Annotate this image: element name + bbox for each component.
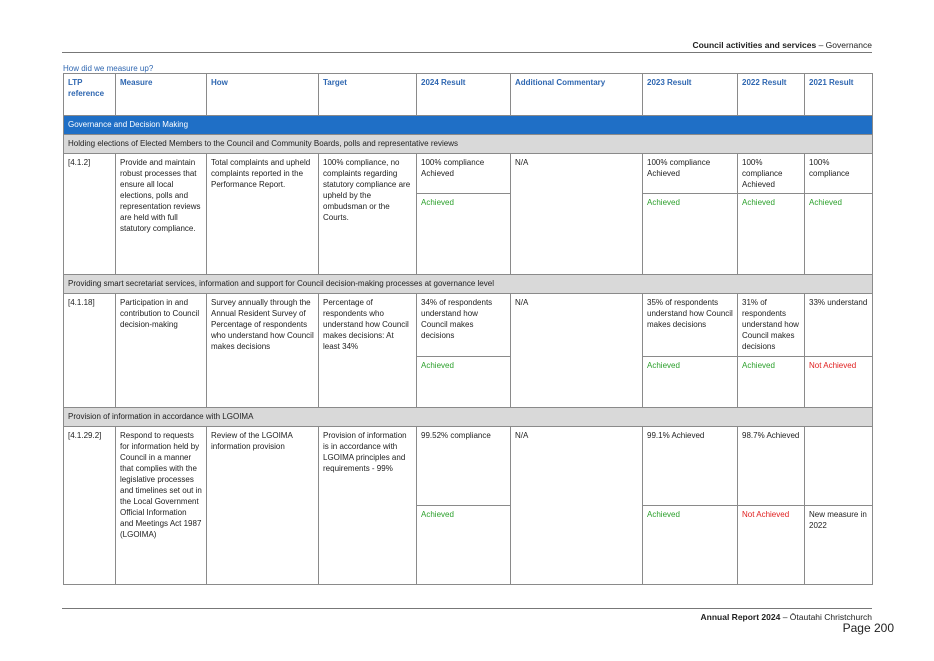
result-2024-cell: 100% compliance Achieved	[417, 154, 511, 194]
ltp-ref-cell: [4.1.18]	[64, 294, 116, 408]
col-header-ltp: LTP reference	[64, 74, 116, 116]
ltp-ref-cell: [4.1.2]	[64, 154, 116, 275]
result-2024-cell: 34% of respondents understand how Council makes decisions	[417, 294, 511, 357]
col-header-target: Target	[319, 74, 417, 116]
status-2021-cell: Not Achieved	[805, 357, 873, 408]
group-heading: Provision of information in accordance with LGOIMA	[64, 408, 873, 427]
status-2022-cell: Not Achieved	[738, 506, 805, 585]
commentary-cell: N/A	[511, 294, 643, 408]
result-2022-cell: 100% compliance Achieved	[738, 154, 805, 194]
header-title-bold: Council activities and services	[692, 40, 817, 50]
table-row	[64, 154, 873, 194]
how-cell: Review of the LGOIMA information provision	[207, 427, 319, 585]
col-header-how: How	[207, 74, 319, 116]
header-title-rest: – Governance	[816, 40, 872, 50]
group-heading: Holding elections of Elected Members to the Council and Community Boards, polls and representative reviews	[64, 135, 873, 154]
col-header-measure: Measure	[116, 74, 207, 116]
measure-cell: Participation in and contribution to Council decision-making	[116, 294, 207, 408]
col-header-2021: 2021 Result	[805, 74, 873, 116]
result-2021-cell: 100% compliance	[805, 154, 873, 194]
target-cell: 100% compliance, no complaints regarding statutory compliance are upheld by the ombudsman or the Courts.	[319, 154, 417, 275]
table-header-row	[64, 74, 873, 116]
result-2023-cell: 100% compliance Achieved	[643, 154, 738, 194]
header-divider	[62, 52, 872, 53]
measure-cell: Respond to requests for information held by Council in a manner that complies with the legislative processes and timelines set out in the Local Government Official Information and Meetings Act 1987 (LGOIMA)	[116, 427, 207, 585]
section-row	[64, 116, 873, 135]
measure-cell: Provide and maintain robust processes that ensure all local elections, polls and representation reviews are held with full statutory compliance.	[116, 154, 207, 275]
col-header-2024: 2024 Result	[417, 74, 511, 116]
table-row	[64, 294, 873, 357]
section-title: Governance and Decision Making	[64, 116, 873, 135]
status-2024-cell: Achieved	[417, 194, 511, 275]
group-heading-row	[64, 135, 873, 154]
result-2023-cell: 99.1% Achieved	[643, 427, 738, 506]
footer-title-bold: Annual Report 2024	[700, 612, 781, 622]
status-2021-cell: Achieved	[805, 194, 873, 275]
col-header-2022: 2022 Result	[738, 74, 805, 116]
performance-table	[63, 73, 873, 585]
result-2024-cell: 99.52% compliance	[417, 427, 511, 506]
status-2022-cell: Achieved	[738, 357, 805, 408]
status-2024-cell: Achieved	[417, 357, 511, 408]
commentary-cell: N/A	[511, 154, 643, 275]
group-heading: Providing smart secretariat services, information and support for Council decision-making processes at governance level	[64, 275, 873, 294]
target-cell: Provision of information is in accordance with LGOIMA principles and requirements - 99%	[319, 427, 417, 585]
result-2021-cell: 33% understand	[805, 294, 873, 357]
table-row	[64, 427, 873, 506]
table-caption: How did we measure up?	[63, 64, 154, 73]
footer-title-rest: – Ōtautahi Christchurch	[780, 612, 872, 622]
how-cell: Total complaints and upheld complaints reported in the Performance Report.	[207, 154, 319, 275]
col-header-2023: 2023 Result	[643, 74, 738, 116]
col-header-commentary: Additional Commentary	[511, 74, 643, 116]
commentary-cell: N/A	[511, 427, 643, 585]
status-2023-cell: Achieved	[643, 194, 738, 275]
status-2021-cell: New measure in 2022	[805, 506, 873, 585]
page-number: Page 200	[842, 621, 894, 635]
result-2022-cell: 31% of respondents understand how Council makes decisions	[738, 294, 805, 357]
result-2022-cell: 98.7% Achieved	[738, 427, 805, 506]
target-cell: Percentage of respondents who understand how Council makes decisions: At least 34%	[319, 294, 417, 408]
how-cell: Survey annually through the Annual Resident Survey of Percentage of respondents who understand how Council makes decisions	[207, 294, 319, 408]
group-heading-row	[64, 275, 873, 294]
footer-divider	[62, 608, 872, 609]
status-2023-cell: Achieved	[643, 506, 738, 585]
status-2023-cell: Achieved	[643, 357, 738, 408]
result-2021-cell	[805, 427, 873, 506]
group-heading-row	[64, 408, 873, 427]
ltp-ref-cell: [4.1.29.2]	[64, 427, 116, 585]
page-header-title	[692, 40, 872, 50]
result-2023-cell: 35% of respondents understand how Council makes decisions	[643, 294, 738, 357]
status-2024-cell: Achieved	[417, 506, 511, 585]
status-2022-cell: Achieved	[738, 194, 805, 275]
